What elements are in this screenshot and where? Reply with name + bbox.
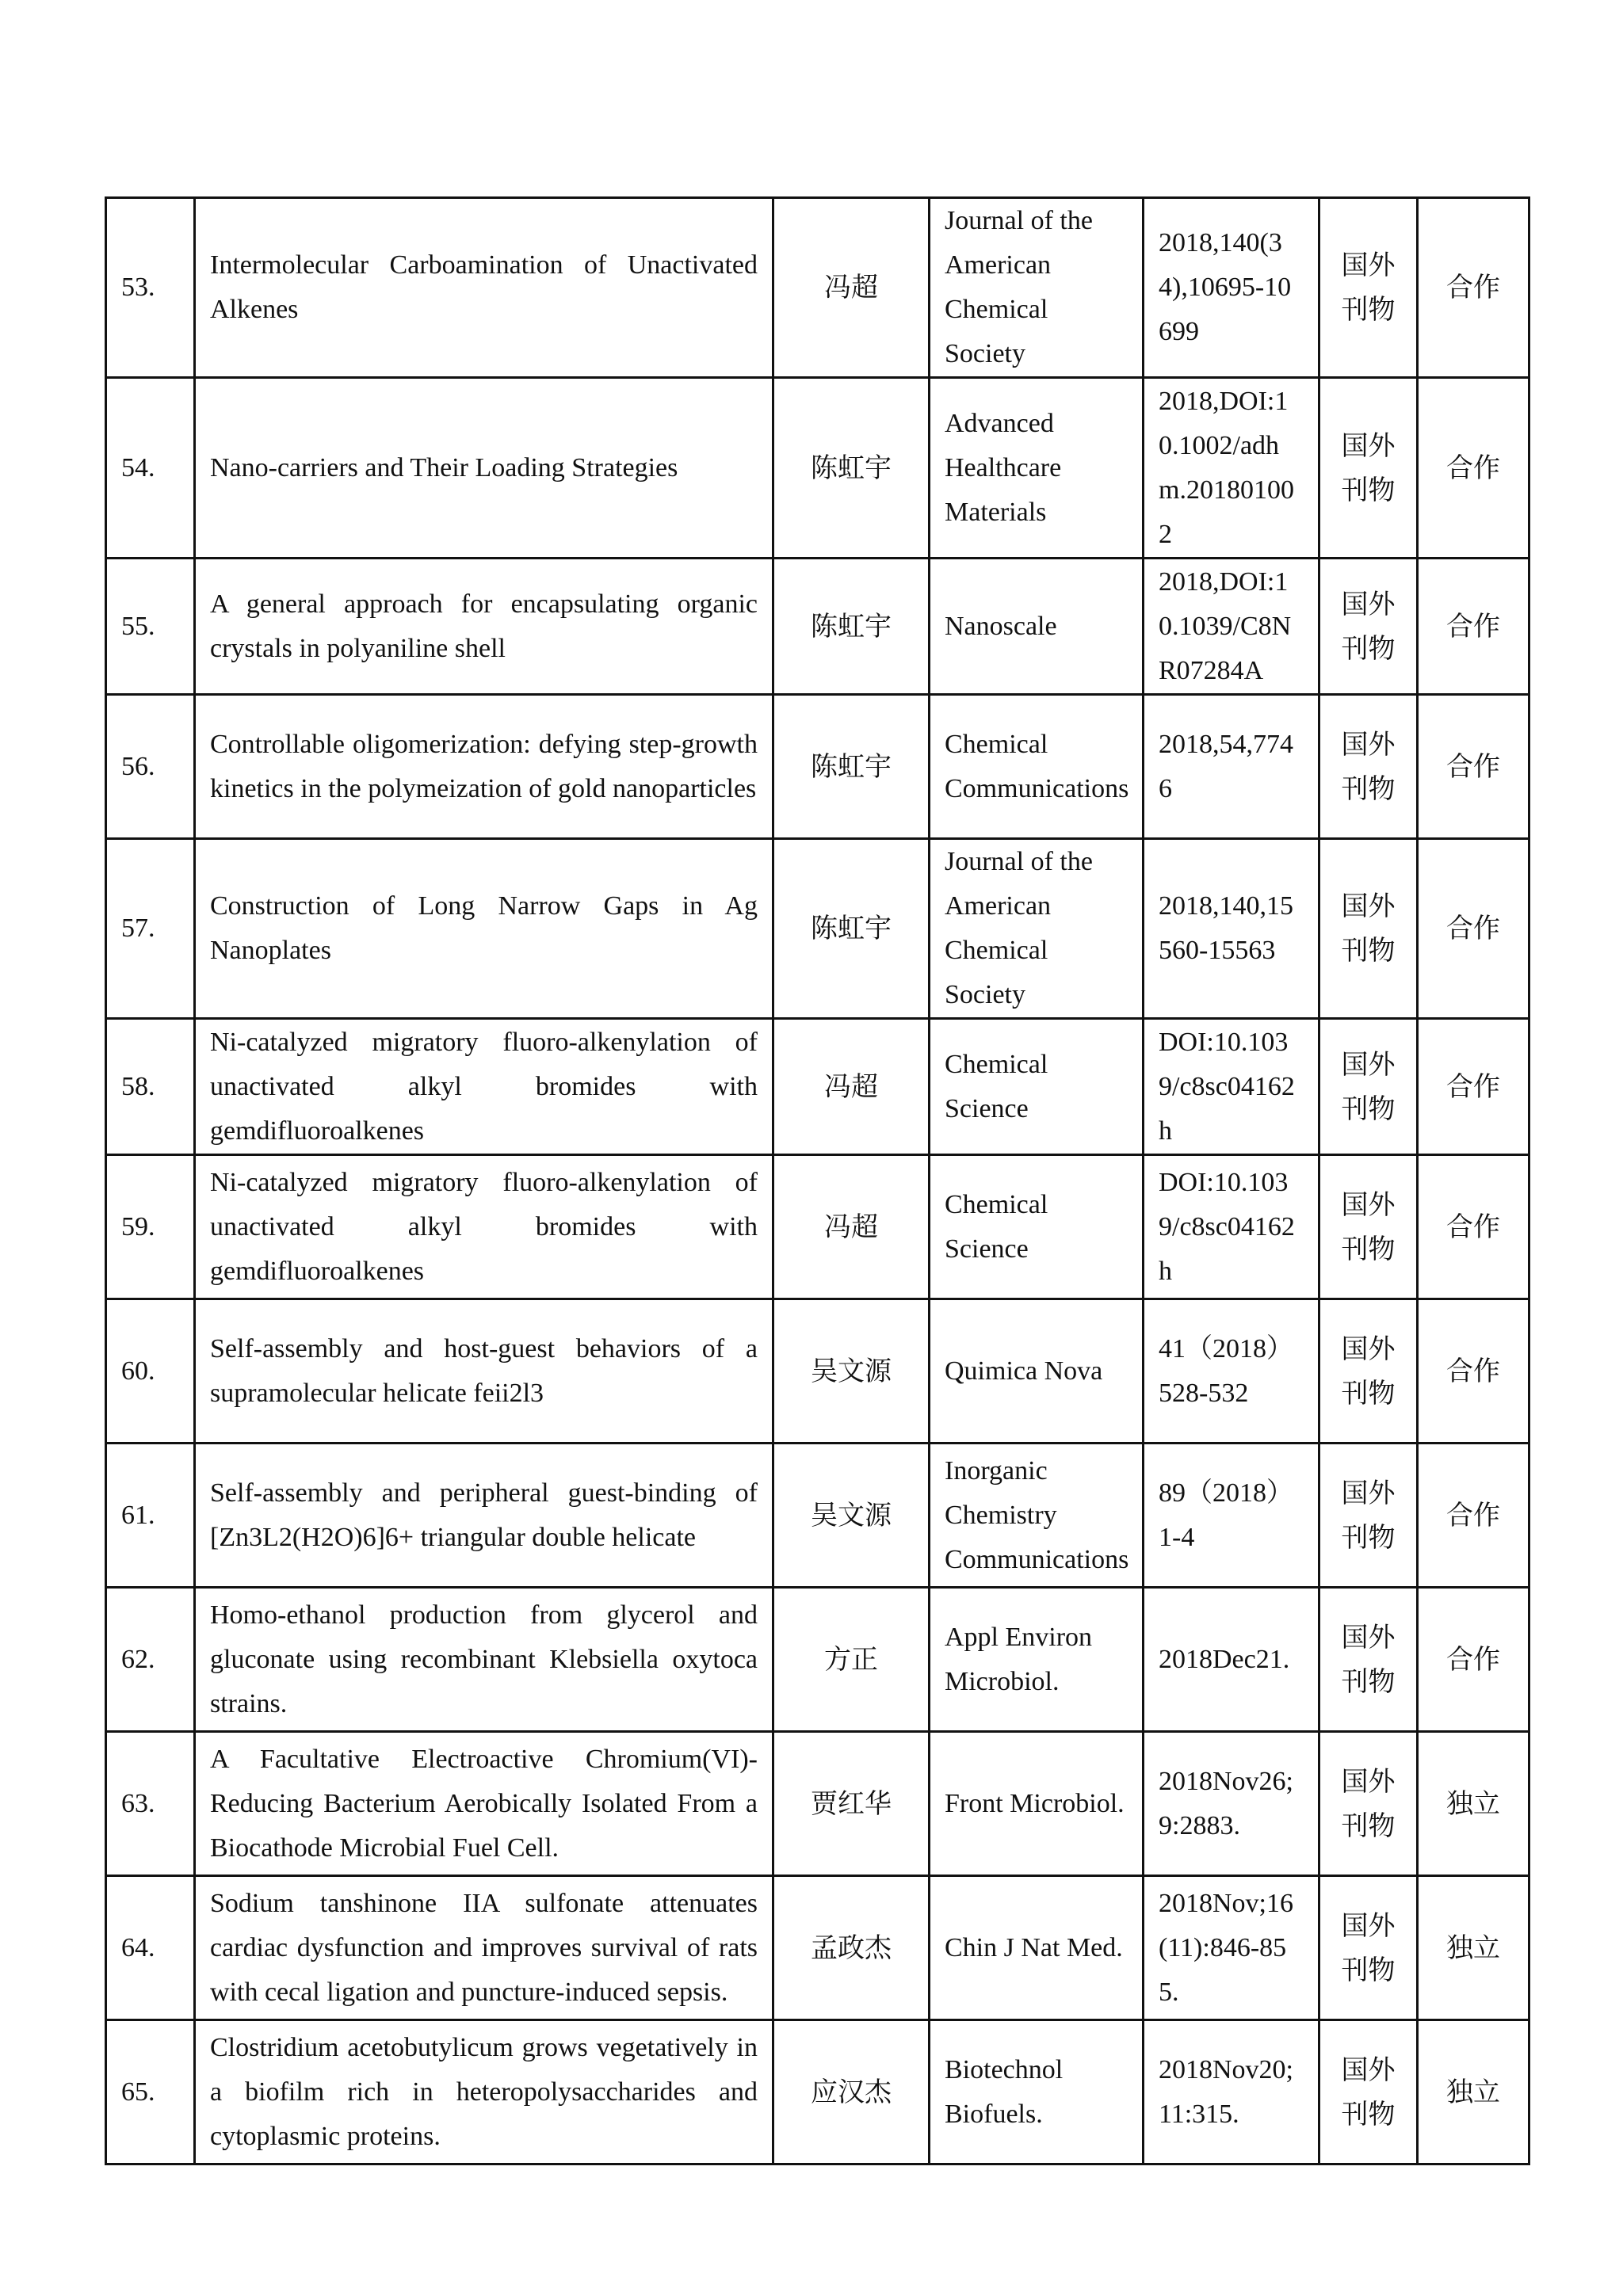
publication-category: 国外刊物 xyxy=(1319,839,1418,1019)
publication-table-body xyxy=(106,198,1529,2164)
publication-category: 国外刊物 xyxy=(1319,1732,1418,1876)
journal: Chemical Science xyxy=(930,1155,1144,1299)
row-number: 62. xyxy=(106,1588,195,1732)
paper-title: Homo-ethanol production from glycerol and gluconate using recombinant Klebsiella oxytoca strains. xyxy=(195,1588,773,1732)
row-number: 56. xyxy=(106,695,195,839)
row-number: 59. xyxy=(106,1155,195,1299)
volume-pages: DOI:10.1039/c8sc04162h xyxy=(1144,1019,1319,1155)
journal: Appl Environ Microbiol. xyxy=(930,1588,1144,1732)
paper-title: Ni-catalyzed migratory fluoro-alkenylation of unactivated alkyl bromides with gemdifluoroalkenes xyxy=(195,1019,773,1155)
journal: Journal of the American Chemical Society xyxy=(930,198,1144,378)
author: 贾红华 xyxy=(773,1732,930,1876)
publication-category: 国外刊物 xyxy=(1319,198,1418,378)
authorship-type: 合作 xyxy=(1418,839,1529,1019)
table-row xyxy=(106,2020,1529,2164)
volume-pages: 2018Nov26;9:2883. xyxy=(1144,1732,1319,1876)
table-row xyxy=(106,198,1529,378)
paper-title: Sodium tanshinone IIA sulfonate attenuates cardiac dysfunction and improves survival of rats with cecal ligation and puncture-induced sepsis. xyxy=(195,1876,773,2020)
publication-category: 国外刊物 xyxy=(1319,1444,1418,1588)
volume-pages: 2018,DOI:10.1002/adhm.201801002 xyxy=(1144,378,1319,559)
journal: Advanced Healthcare Materials xyxy=(930,378,1144,559)
authorship-type: 合作 xyxy=(1418,198,1529,378)
row-number: 58. xyxy=(106,1019,195,1155)
paper-title: A Facultative Electroactive Chromium(VI)-Reducing Bacterium Aerobically Isolated From a Biocathode Microbial Fuel Cell. xyxy=(195,1732,773,1876)
volume-pages: DOI:10.1039/c8sc04162h xyxy=(1144,1155,1319,1299)
publication-category: 国外刊物 xyxy=(1319,695,1418,839)
volume-pages: 2018,DOI:10.1039/C8NR07284A xyxy=(1144,559,1319,695)
author: 陈虹宇 xyxy=(773,839,930,1019)
author: 陈虹宇 xyxy=(773,695,930,839)
publication-category: 国外刊物 xyxy=(1319,1876,1418,2020)
row-number: 61. xyxy=(106,1444,195,1588)
volume-pages: 2018,54,7746 xyxy=(1144,695,1319,839)
row-number: 55. xyxy=(106,559,195,695)
volume-pages: 2018Nov;16(11):846-855. xyxy=(1144,1876,1319,2020)
publication-category: 国外刊物 xyxy=(1319,1588,1418,1732)
publication-table xyxy=(105,196,1530,2165)
author: 陈虹宇 xyxy=(773,559,930,695)
table-row xyxy=(106,559,1529,695)
author: 冯超 xyxy=(773,1019,930,1155)
authorship-type: 独立 xyxy=(1418,1876,1529,2020)
row-number: 53. xyxy=(106,198,195,378)
journal: Chin J Nat Med. xyxy=(930,1876,1144,2020)
authorship-type: 合作 xyxy=(1418,1588,1529,1732)
author: 吴文源 xyxy=(773,1299,930,1444)
journal: Journal of the American Chemical Society xyxy=(930,839,1144,1019)
author: 冯超 xyxy=(773,1155,930,1299)
paper-title: Intermolecular Carboamination of Unactivated Alkenes xyxy=(195,198,773,378)
authorship-type: 合作 xyxy=(1418,1299,1529,1444)
row-number: 64. xyxy=(106,1876,195,2020)
author: 陈虹宇 xyxy=(773,378,930,559)
authorship-type: 合作 xyxy=(1418,1444,1529,1588)
author: 吴文源 xyxy=(773,1444,930,1588)
author: 冯超 xyxy=(773,198,930,378)
journal: Chemical Science xyxy=(930,1019,1144,1155)
publication-category: 国外刊物 xyxy=(1319,1155,1418,1299)
table-row xyxy=(106,1732,1529,1876)
journal: Inorganic Chemistry Communications xyxy=(930,1444,1144,1588)
table-row xyxy=(106,1299,1529,1444)
volume-pages: 2018,140(34),10695-10699 xyxy=(1144,198,1319,378)
table-row xyxy=(106,1444,1529,1588)
table-row xyxy=(106,1588,1529,1732)
publication-category: 国外刊物 xyxy=(1319,378,1418,559)
table-row xyxy=(106,1019,1529,1155)
row-number: 65. xyxy=(106,2020,195,2164)
authorship-type: 合作 xyxy=(1418,559,1529,695)
journal: Front Microbiol. xyxy=(930,1732,1144,1876)
journal: Nanoscale xyxy=(930,559,1144,695)
authorship-type: 合作 xyxy=(1418,378,1529,559)
volume-pages: 2018,140,15560-15563 xyxy=(1144,839,1319,1019)
volume-pages: 2018Nov20;11:315. xyxy=(1144,2020,1319,2164)
authorship-type: 合作 xyxy=(1418,695,1529,839)
row-number: 63. xyxy=(106,1732,195,1876)
row-number: 54. xyxy=(106,378,195,559)
publication-category: 国外刊物 xyxy=(1319,559,1418,695)
authorship-type: 独立 xyxy=(1418,1732,1529,1876)
author: 孟政杰 xyxy=(773,1876,930,2020)
paper-title: A general approach for encapsulating organic crystals in polyaniline shell xyxy=(195,559,773,695)
volume-pages: 89（2018）1-4 xyxy=(1144,1444,1319,1588)
publication-category: 国外刊物 xyxy=(1319,1019,1418,1155)
authorship-type: 合作 xyxy=(1418,1155,1529,1299)
publication-category: 国外刊物 xyxy=(1319,1299,1418,1444)
paper-title: Self-assembly and peripheral guest-binding of [Zn3L2(H2O)6]6+ triangular double helicate xyxy=(195,1444,773,1588)
journal: Quimica Nova xyxy=(930,1299,1144,1444)
author: 方正 xyxy=(773,1588,930,1732)
table-row xyxy=(106,1155,1529,1299)
volume-pages: 41（2018）528-532 xyxy=(1144,1299,1319,1444)
row-number: 57. xyxy=(106,839,195,1019)
publication-category: 国外刊物 xyxy=(1319,2020,1418,2164)
row-number: 60. xyxy=(106,1299,195,1444)
paper-title: Ni-catalyzed migratory fluoro-alkenylation of unactivated alkyl bromides with gemdifluoroalkenes xyxy=(195,1155,773,1299)
author: 应汉杰 xyxy=(773,2020,930,2164)
volume-pages: 2018Dec21. xyxy=(1144,1588,1319,1732)
table-row xyxy=(106,1876,1529,2020)
paper-title: Construction of Long Narrow Gaps in Ag Nanoplates xyxy=(195,839,773,1019)
authorship-type: 独立 xyxy=(1418,2020,1529,2164)
authorship-type: 合作 xyxy=(1418,1019,1529,1155)
paper-title: Clostridium acetobutylicum grows vegetatively in a biofilm rich in heteropolysaccharides and cytoplasmic proteins. xyxy=(195,2020,773,2164)
paper-title: Nano-carriers and Their Loading Strategies xyxy=(195,378,773,559)
paper-title: Self-assembly and host-guest behaviors of a supramolecular helicate feii2l3 xyxy=(195,1299,773,1444)
table-row xyxy=(106,695,1529,839)
journal: Biotechnol Biofuels. xyxy=(930,2020,1144,2164)
paper-title: Controllable oligomerization: defying step-growth kinetics in the polymeization of gold nanoparticles xyxy=(195,695,773,839)
journal: Chemical Communications xyxy=(930,695,1144,839)
table-row xyxy=(106,839,1529,1019)
table-row xyxy=(106,378,1529,559)
